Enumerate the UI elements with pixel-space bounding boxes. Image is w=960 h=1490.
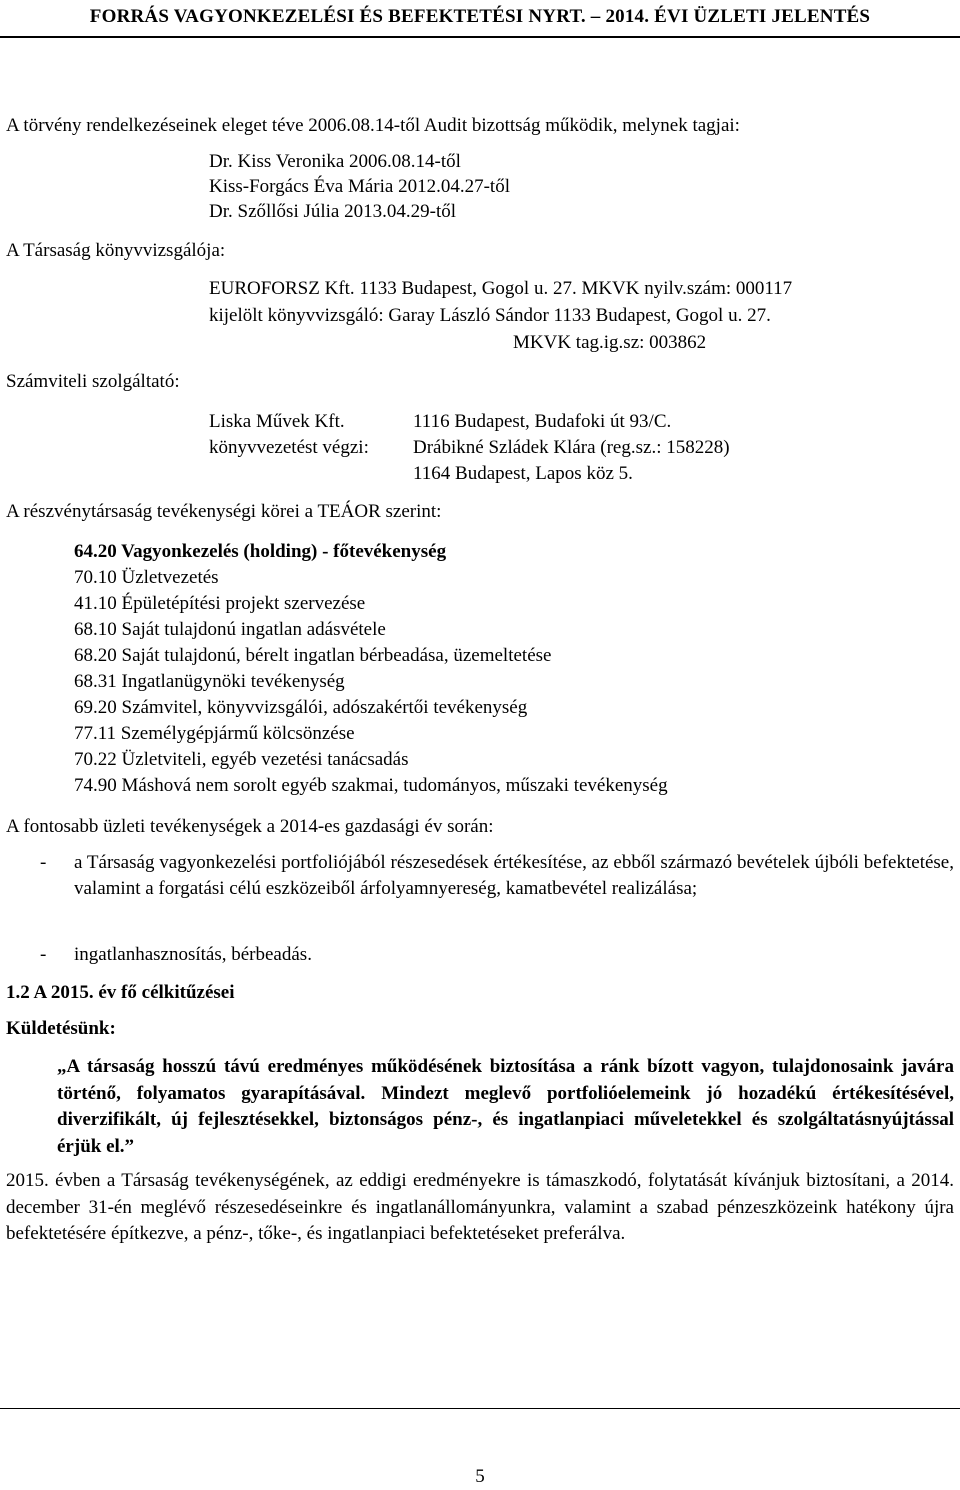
auditor-line: kijelölt könyvvizsgáló: Garay László Sándor 1133 Budapest, Gogol u. 27. [209,305,771,326]
audit-intro: A törvény rendelkezéseinek eleget téve 2006.08.14-től Audit bizottság működik, melynek tagjai: [6,115,740,136]
teaor-heading: A részvénytársaság tevékenységi körei a TEÁOR szerint: [6,501,442,522]
teaor-item: 68.20 Saját tulajdonú, bérelt ingatlan bérbeadása, üzemeltetése [74,645,552,666]
audit-member: Kiss-Forgács Éva Mária 2012.04.27-től [209,176,510,197]
activities-heading: A fontosabb üzleti tevékenységek a 2014-es gazdasági év során: [6,816,494,837]
teaor-item: 70.22 Üzletviteli, egyéb vezetési tanácsadás [74,749,409,770]
bookkeeper-address: 1164 Budapest, Lapos köz 5. [413,463,633,484]
bookkeeper-name: Drábikné Szládek Klára (reg.sz.: 158228) [413,437,730,458]
teaor-item: 68.10 Saját tulajdonú ingatlan adásvétele [74,619,386,640]
activity-bullet: ingatlanhasznosítás, bérbeadás. [74,944,312,965]
mission-label: Küldetésünk: [6,1018,116,1039]
section-title: 1.2 A 2015. év fő célkitűzései [6,982,235,1003]
accounting-label: Számviteli szolgáltató: [6,371,180,392]
audit-member: Dr. Szőllősi Júlia 2013.04.29-től [209,201,456,222]
auditor-label: A Társaság könyvvizsgálója: [6,240,226,261]
audit-member: Dr. Kiss Veronika 2006.08.14-től [209,151,461,172]
teaor-item: 41.10 Épületépítési projekt szervezése [74,593,366,614]
activity-bullet: a Társaság vagyonkezelési portfoliójából részesedések értékesítése, az ebből származó bevételek újbóli befektetése, valamint a forgatási célú eszközeiből árfolyamnyereség, kamatbevétel realizálása; [74,852,954,899]
auditor-line: EUROFORSZ Kft. 1133 Budapest, Gogol u. 27. MKVK nyilv.szám: 000117 [209,278,793,299]
teaor-main-activity: 64.20 Vagyonkezelés (holding) - főtevékenység [74,541,447,562]
goals-paragraph: 2015. évben a Társaság tevékenységének, az eddigi eredményekre is támaszkodó, folytatását kívánjuk biztosítani, a 2014. december 31-én meglévő részesedéseinkre és ingatlanállományunkra, valamint a szabad pénzeszközeink hatékony újra befektetésére építkezve, a pénz-, tőke-, és ingatlanpiaci befektetéseket preferálva. [6,1170,954,1244]
header-divider [0,36,960,38]
teaor-item: 74.90 Máshová nem sorolt egyéb szakmai, tudományos, műszaki tevékenység [74,775,668,796]
bullet-dash: - [40,852,47,873]
auditor-line: MKVK tag.ig.sz: 003862 [513,332,707,353]
teaor-item: 77.11 Személygépjármű kölcsönzése [74,723,355,744]
bookkeeper-label: könyvvezetést végzi: [209,437,369,458]
teaor-item: 68.31 Ingatlanügynöki tevékenység [74,671,345,692]
page-header-title: FORRÁS VAGYONKEZELÉSI ÉS BEFEKTETÉSI NYRT. – 2014. ÉVI ÜZLETI JELENTÉS [89,6,871,27]
mission-statement: „A társaság hosszú távú eredményes működésének biztosítása a ránk bízott vagyon, tulajdonosaink javára történő, folyamatos gyarapításával. Mindezt meglevő portfolióelemeink jó hozadékú értékesítésével, diverzifikált, új fejlesztésekkel, biztonságos pénz-, és ingatlanpiaci műveletekkel és szolgáltatásnyújtással érjük el.” [57,1056,954,1157]
footer-divider [0,1408,960,1409]
accounting-company: Liska Művek Kft. [209,411,345,432]
teaor-item: 70.10 Üzletvezetés [74,567,219,588]
page-number: 5 [475,1466,485,1487]
accounting-company-address: 1116 Budapest, Budafoki út 93/C. [413,411,672,432]
bullet-dash: - [40,944,47,965]
teaor-item: 69.20 Számvitel, könyvvizsgálói, adószakértői tevékenység [74,697,528,718]
